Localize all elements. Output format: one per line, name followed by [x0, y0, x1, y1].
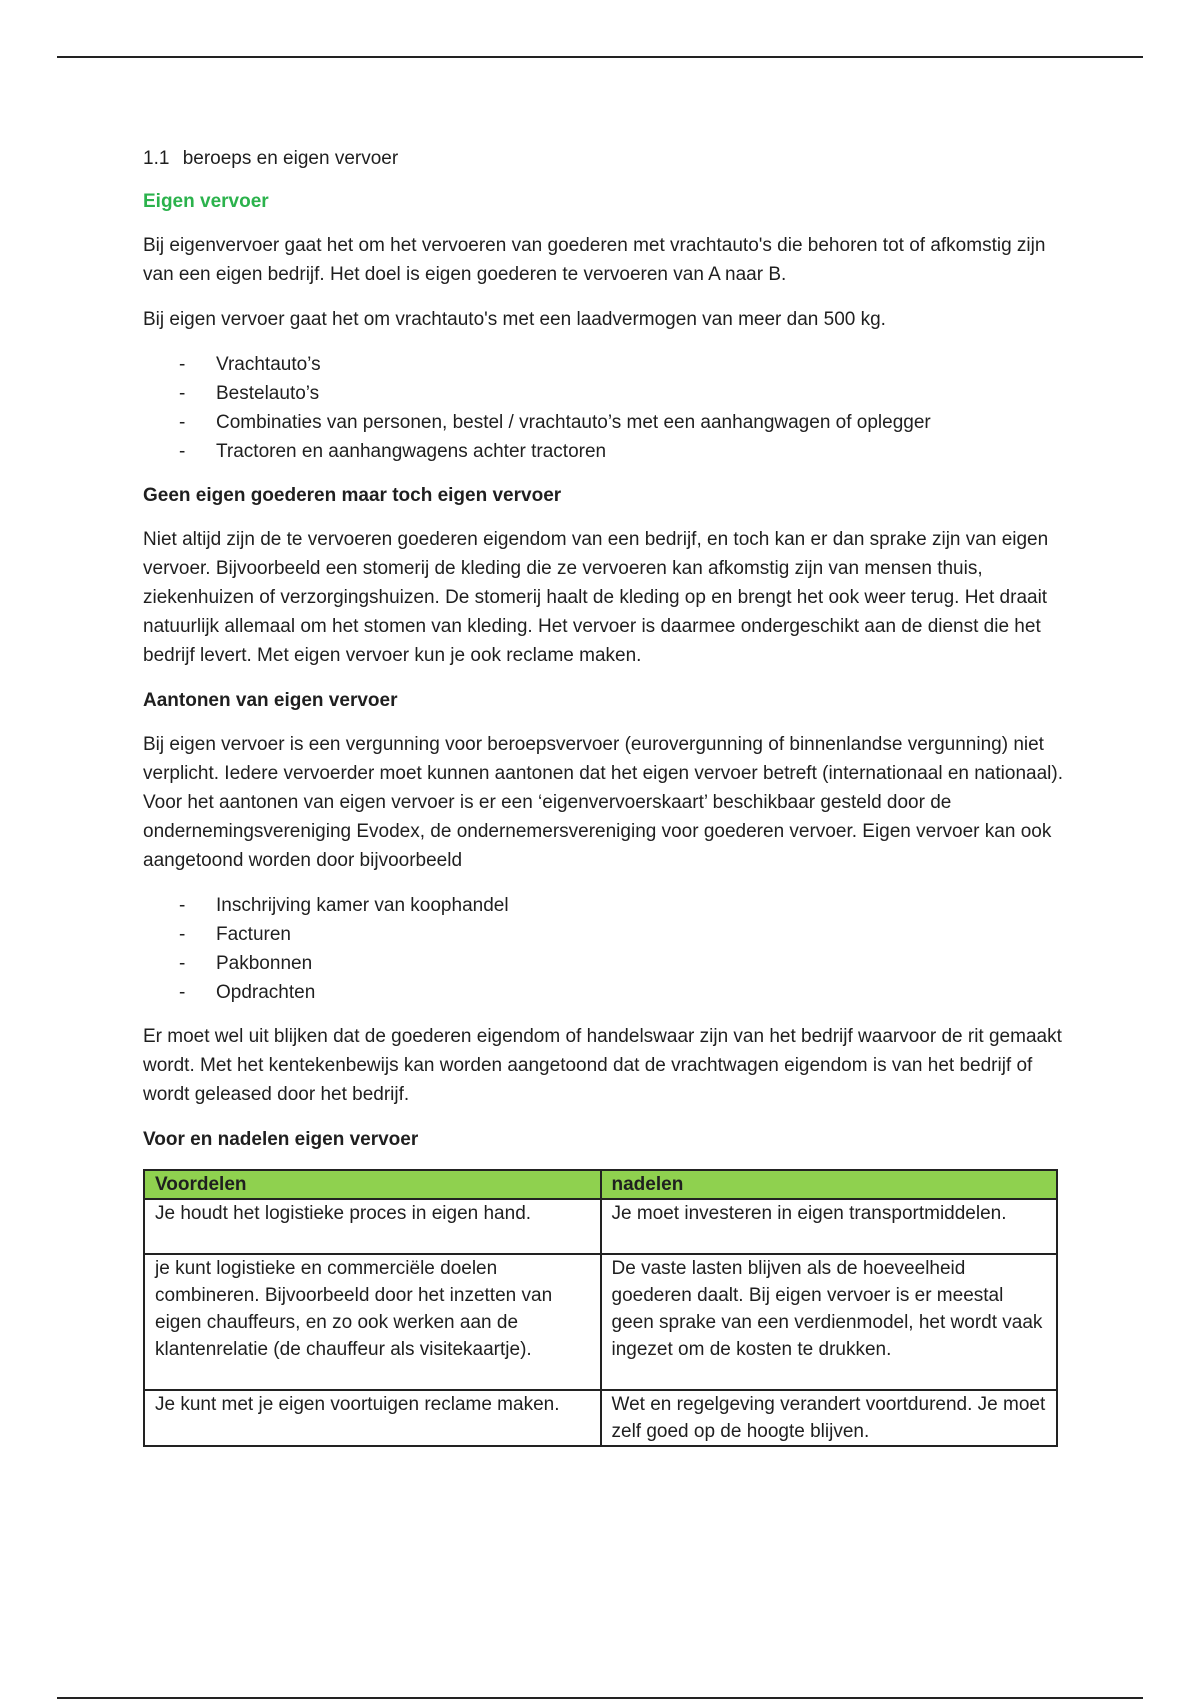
paragraph-vergunning: Bij eigen vervoer is een vergunning voor beroepsvervoer (eurovergunning of binnenlandse vergunning) niet verplicht. Iedere vervoerder moet kunnen aantonen dat het eigen vervoer betreft (internationaal en nationaal). Voor het aantonen van eigen vervoer is er een ‘eigenvervoerskaart’ beschikbaar gesteld door de ondernemingsvereniging Evodex, de ondernemersvereniging voor goederen vervoer. Eigen vervoer kan ook aangetoond worden door bijvoorbeeld: [143, 734, 1063, 871]
list-item-text: Facturen: [216, 924, 291, 945]
list-item-text: Tractoren en aanhangwagens achter tractoren: [216, 441, 607, 462]
list-item: [143, 379, 1063, 408]
table-cell: Je kunt met je eigen voortuigen reclame maken.: [144, 1390, 601, 1446]
list-item: [143, 949, 1063, 978]
header-voordelen: Voordelen: [144, 1170, 601, 1199]
pros-cons-table: [143, 1169, 1058, 1447]
geen-eigen-goederen-heading: Geen eigen goederen maar toch eigen vervoer: [143, 485, 562, 506]
dash-bullet: -: [179, 924, 186, 945]
dash-bullet: -: [179, 412, 186, 433]
vehicle-list: [143, 350, 1063, 466]
list-item: [143, 437, 1063, 466]
dash-bullet: -: [179, 982, 186, 1003]
aantonen-heading: Aantonen van eigen vervoer: [143, 690, 398, 711]
table-row: [144, 1254, 1057, 1390]
dash-bullet: -: [179, 953, 186, 974]
list-item-text: Bestelauto’s: [216, 383, 320, 404]
table-cell: Je moet investeren in eigen transportmiddelen.: [601, 1199, 1058, 1254]
paragraph-laadvermogen: Bij eigen vervoer gaat het om vrachtauto's met een laadvermogen van meer dan 500 kg.: [143, 309, 886, 330]
dash-bullet: -: [179, 354, 186, 375]
list-item-text: Pakbonnen: [216, 953, 313, 974]
dash-bullet: -: [179, 383, 186, 404]
dash-bullet: -: [179, 895, 186, 916]
list-item-text: Opdrachten: [216, 982, 316, 1003]
paragraph-kentekenbewijs: Er moet wel uit blijken dat de goederen eigendom of handelswaar zijn van het bedrijf waarvoor de rit gemaakt wordt. Met het kentekenbewijs kan worden aangetoond dat de vrachtwagen eigendom is van het bedrijf of wordt geleased door het bedrijf.: [143, 1026, 1062, 1105]
list-item: [143, 891, 1063, 920]
document-body: [143, 144, 1063, 1447]
list-item: [143, 408, 1063, 437]
table-row: [144, 1199, 1057, 1254]
list-item: [143, 978, 1063, 1007]
section-number: 1.1: [143, 148, 170, 169]
dash-bullet: -: [179, 441, 186, 462]
voor-nadelen-heading: Voor en nadelen eigen vervoer: [143, 1129, 419, 1150]
list-item-text: Combinaties van personen, bestel / vrachtauto’s met een aanhangwagen of oplegger: [216, 412, 931, 433]
list-item-text: Inschrijving kamer van koophandel: [216, 895, 509, 916]
section-title: [143, 144, 1063, 173]
proof-list: [143, 891, 1063, 1007]
page-bottom-rule: [57, 1697, 1143, 1699]
list-item: [143, 350, 1063, 379]
table-row: [144, 1390, 1057, 1446]
table-cell: Je houdt het logistieke proces in eigen hand.: [144, 1199, 601, 1254]
header-nadelen: nadelen: [601, 1170, 1058, 1199]
table-cell: je kunt logistieke en commerciële doelen combineren. Bijvoorbeeld door het inzetten van eigen chauffeurs, en zo ook werken aan de klantenrelatie (de chauffeur als visitekaartje).: [144, 1254, 601, 1390]
paragraph-definition: Bij eigenvervoer gaat het om het vervoeren van goederen met vrachtauto's die behoren tot of afkomstig zijn van een eigen bedrijf. Het doel is eigen goederen te vervoeren van A naar B.: [143, 235, 1046, 285]
table-cell: Wet en regelgeving verandert voortdurend. Je moet zelf goed op de hoogte blijven.: [601, 1390, 1058, 1446]
paragraph-stomerij: Niet altijd zijn de te vervoeren goederen eigendom van een bedrijf, en toch kan er dan sprake zijn van eigen vervoer. Bijvoorbeeld een stomerij de kleding die ze vervoeren kan afkomstig zijn van mensen thuis, ziekenhuizen of verzorgingshuizen. De stomerij haalt de kleding op en brengt het ook weer terug. Het draait natuurlijk allemaal om het stomen van kleding. Het vervoer is daarmee ondergeschikt aan de dienst die het bedrijf levert. Met eigen vervoer kun je ook reclame maken.: [143, 529, 1049, 666]
list-item-text: Vrachtauto’s: [216, 354, 321, 375]
list-item: [143, 920, 1063, 949]
eigen-vervoer-heading: Eigen vervoer: [143, 191, 269, 212]
table-cell: De vaste lasten blijven als de hoeveelheid goederen daalt. Bij eigen vervoer is er meestal geen sprake van een verdienmodel, het wordt vaak ingezet om de kosten te drukken.: [601, 1254, 1058, 1390]
table-header-row: [144, 1170, 1057, 1199]
section-title-text: beroeps en eigen vervoer: [182, 148, 399, 169]
page-top-rule: [57, 56, 1143, 58]
